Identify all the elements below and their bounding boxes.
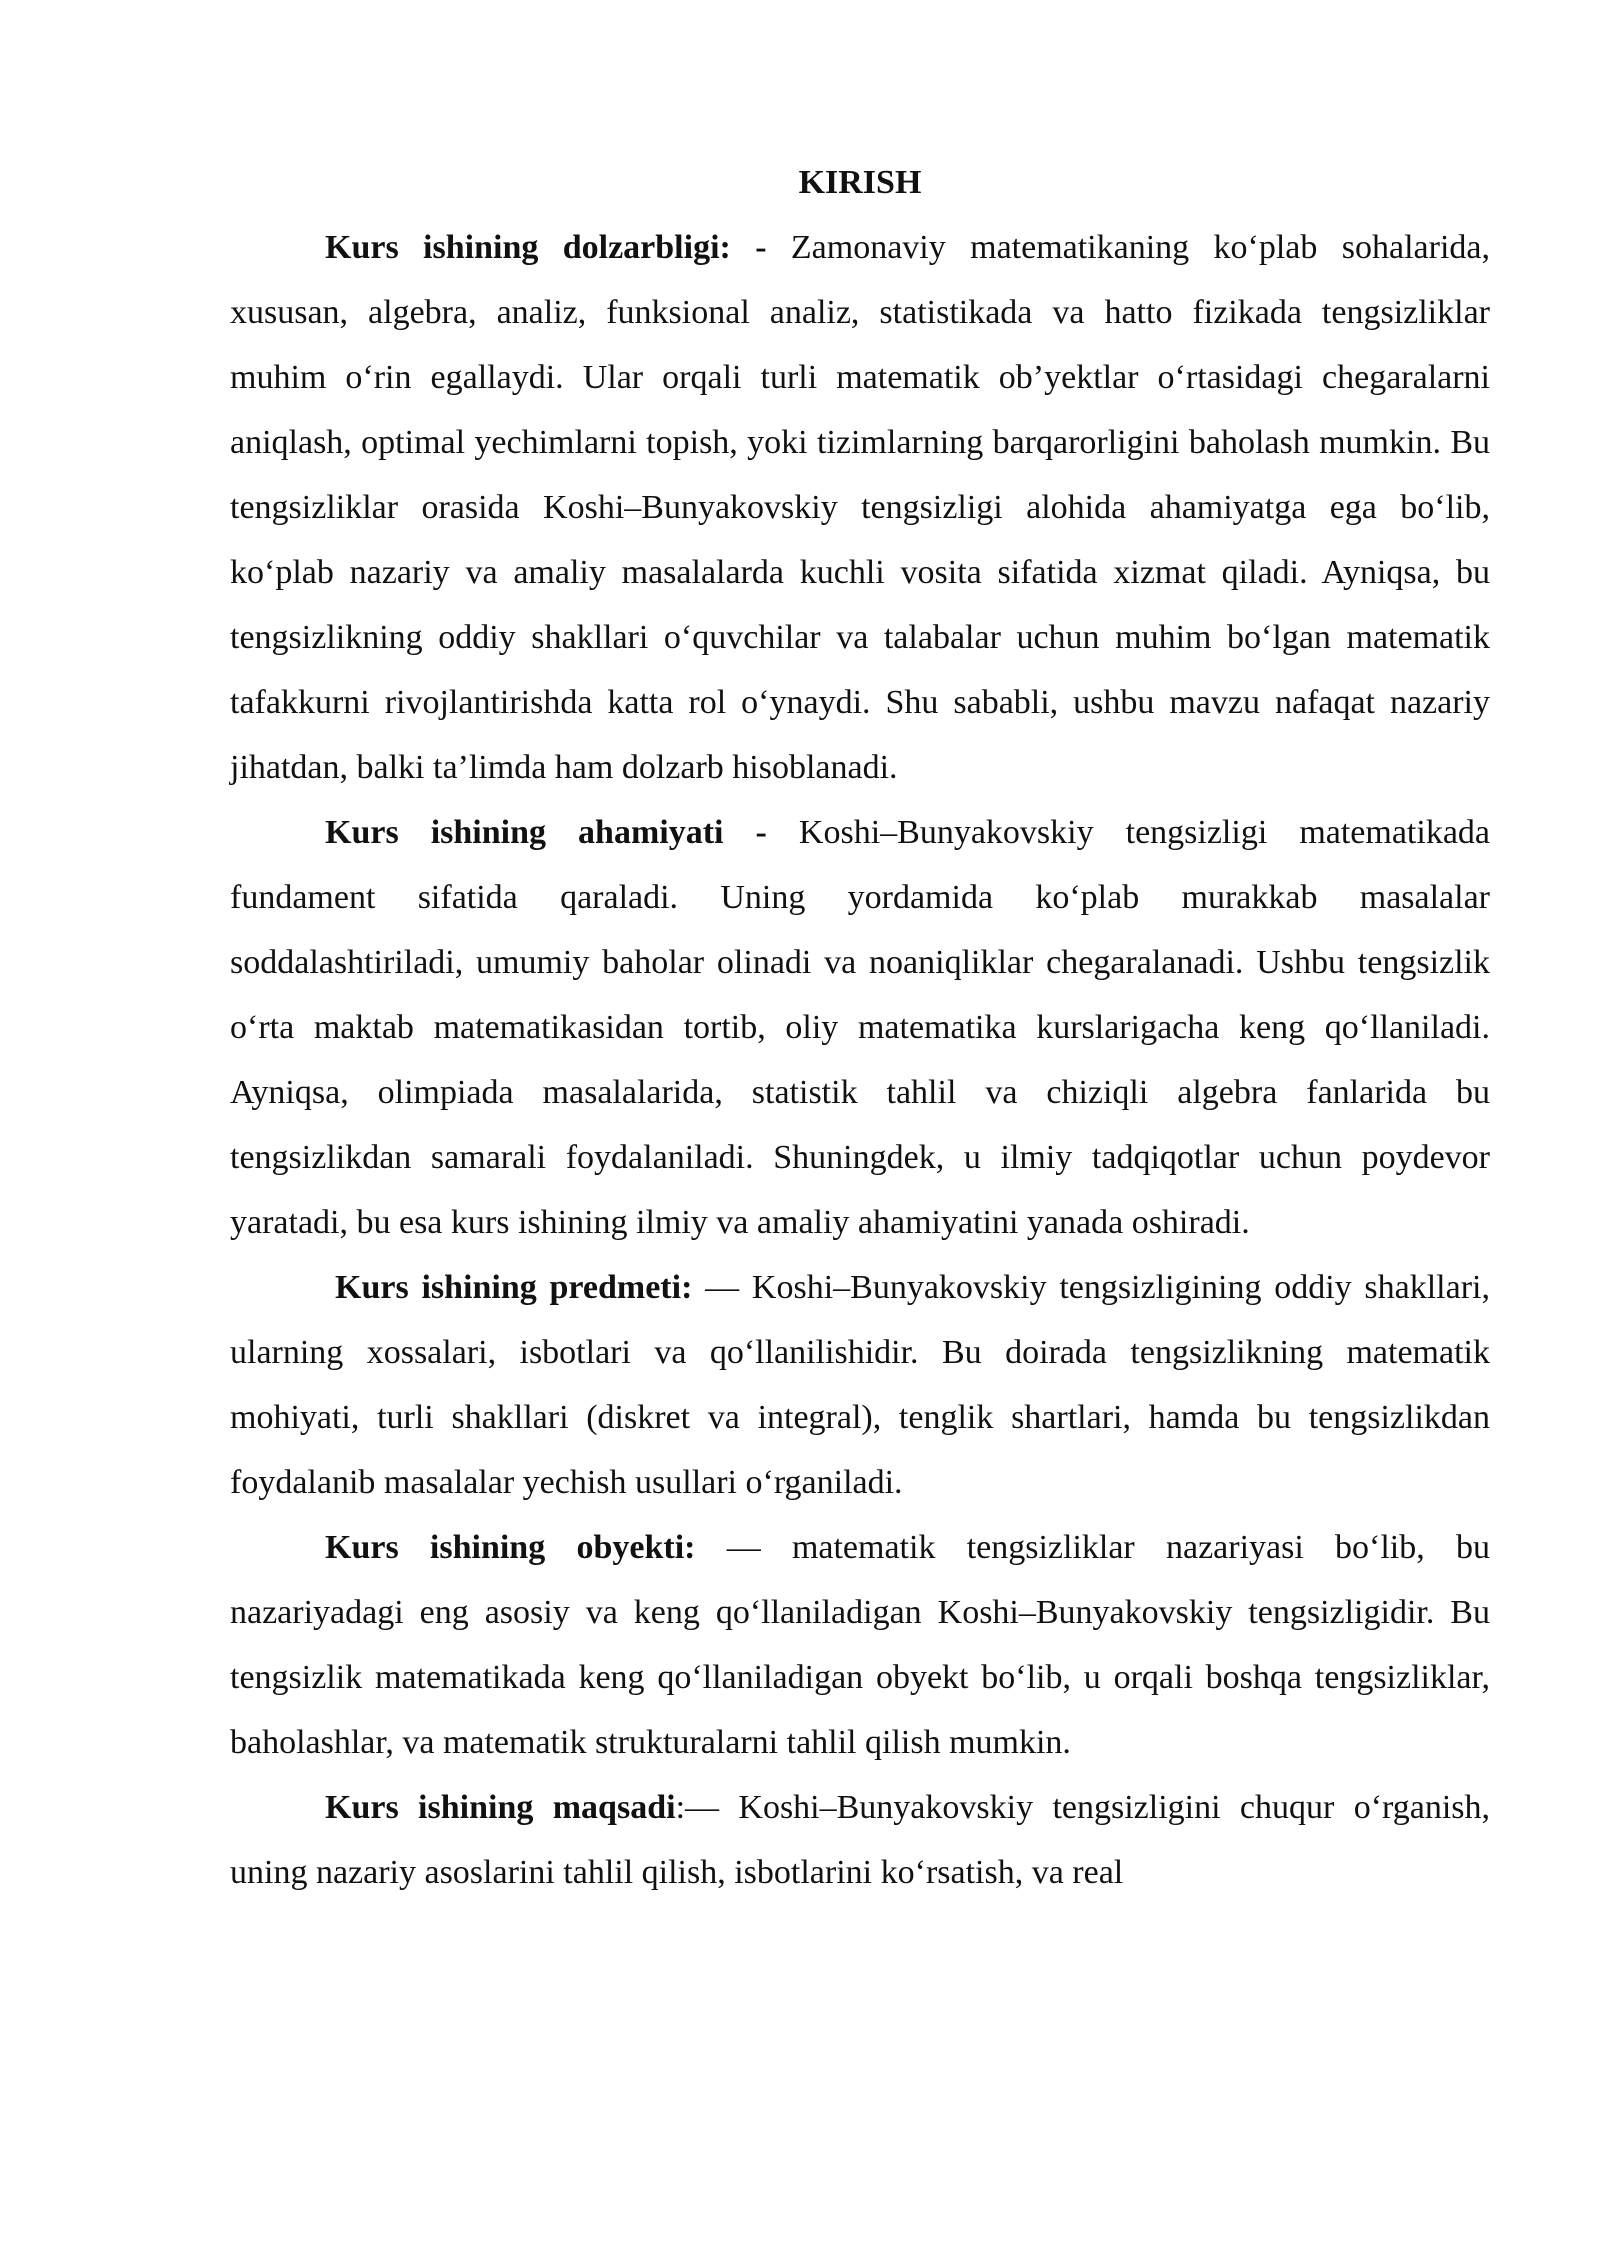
paragraph-ahamiyati [230,800,1490,1255]
section-label-predmeti: Kurs ishining predmeti: [335,1269,693,1306]
section-label-ahamiyati: Kurs ishining ahamiyati - [325,814,767,851]
section-label-maqsadi: Kurs ishining maqsadi [325,1789,676,1826]
section-label-dolzarbligi: Kurs ishining dolzarbligi: - [325,229,767,266]
paragraph-predmeti [230,1255,1490,1515]
section-text-maqsadi: :— Koshi–Bunyakovskiy tengsizligini chuqur o‘rganish, uning nazariy asoslarini tahlil qilish, isbotlarini ko‘rsatish, va real [230,1789,1490,1891]
section-text-obyekti: — matematik tengsizliklar nazariyasi bo‘lib, bu nazariyadagi eng asosiy va keng qo‘llaniladigan Koshi–Bunyakovskiy tengsizligidir. Bu tengsizlik matematikada keng qo‘llaniladigan obyekt bo‘lib, u orqali boshqa tengsizliklar, baholashlar, va matematik strukturalarni tahlil qilish mumkin. [230,1529,1490,1761]
section-text-ahamiyati: Koshi–Bunyakovskiy tengsizligi matematikada fundament sifatida qaraladi. Uning yordamida ko‘plab murakkab masalalar soddalashtiriladi, umumiy baholar olinadi va noaniqliklar chegaralanadi. Ushbu tengsizlik o‘rta maktab matematikasidan tortib, oliy matematika kurslarigacha keng qo‘llaniladi. Ayniqsa, olimpiada masalalarida, statistik tahlil va chiziqli algebra fanlarida bu tengsizlikdan samarali foydalaniladi. Shuningdek, u ilmiy tadqiqotlar uchun poydevor yaratadi, bu esa kurs ishining ilmiy va amaliy ahamiyatini yanada oshiradi. [230,814,1490,1241]
document-page [230,150,1490,1905]
page-title: KIRISH [798,164,922,201]
paragraph-maqsadi [230,1775,1490,1905]
section-text-dolzarbligi: Zamonaviy matematikaning ko‘plab sohalarida, xususan, algebra, analiz, funksional analiz, statistikada va hatto fizikada tengsizliklar muhim o‘rin egallaydi. Ular orqali turli matematik ob’yektlar o‘rtasidagi chegaralarni aniqlash, optimal yechimlarni topish, yoki tizimlarning barqarorligini baholash mumkin. Bu tengsizliklar orasida Koshi–Bunyakovskiy tengsizligi alohida ahamiyatga ega bo‘lib, ko‘plab nazariy va amaliy masalalarda kuchli vosita sifatida xizmat qiladi. Ayniqsa, bu tengsizlikning oddiy shakllari o‘quvchilar va talabalar uchun muhim bo‘lgan matematik tafakkurni rivojlantirishda katta rol o‘ynaydi. Shu sababli, ushbu mavzu nafaqat nazariy jihatdan, balki ta’limda ham dolzarb hisoblanadi. [230,229,1490,786]
paragraph-obyekti [230,1515,1490,1775]
section-label-obyekti: Kurs ishining obyekti: [325,1529,696,1566]
section-text-predmeti: — Koshi–Bunyakovskiy tengsizligining oddiy shakllari, ularning xossalari, isbotlari va qo‘llanilishidir. Bu doirada tengsizlikning matematik mohiyati, turli shakllari (diskret va integral), tenglik shartlari, hamda bu tengsizlikdan foydalanib masalalar yechish usullari o‘rganiladi. [230,1269,1490,1501]
paragraph-dolzarbligi [230,215,1490,800]
